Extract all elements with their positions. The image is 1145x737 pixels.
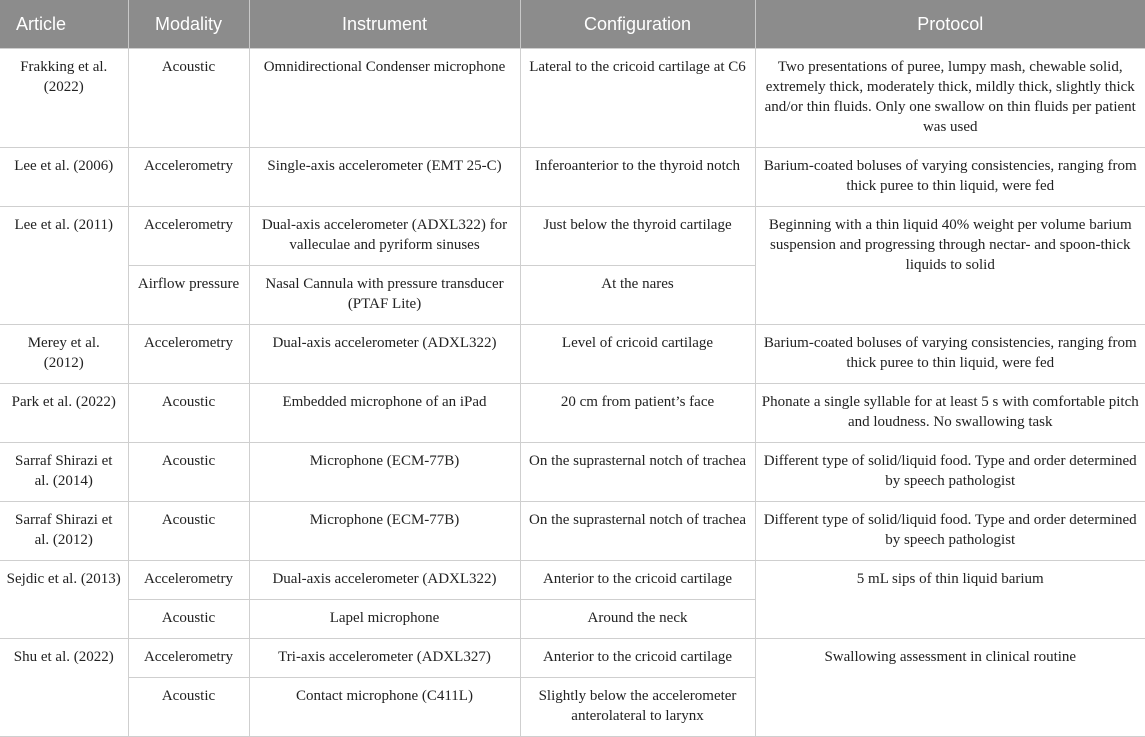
cell-modality: Acoustic	[128, 384, 249, 443]
cell-configuration: On the suprasternal notch of trachea	[520, 443, 755, 502]
cell-instrument: Dual-axis accelerometer (ADXL322) for valleculae and pyriform sinuses	[249, 207, 520, 266]
cell-configuration: Inferoanterior to the thyroid notch	[520, 148, 755, 207]
table-row	[0, 561, 1145, 600]
header-instrument: Instrument	[249, 0, 520, 49]
cell-modality: Accelerometry	[128, 207, 249, 266]
cell-configuration: Slightly below the accelerometer anterolateral to larynx	[520, 678, 755, 737]
cell-configuration: Level of cricoid cartilage	[520, 325, 755, 384]
cell-article: Lee et al. (2011)	[0, 207, 128, 325]
cell-instrument: Contact microphone (C411L)	[249, 678, 520, 737]
cell-instrument: Microphone (ECM-77B)	[249, 502, 520, 561]
cell-configuration: Lateral to the cricoid cartilage at C6	[520, 49, 755, 148]
cell-article: Shu et al. (2022)	[0, 639, 128, 737]
cell-modality: Accelerometry	[128, 148, 249, 207]
cell-modality: Acoustic	[128, 600, 249, 639]
cell-modality: Acoustic	[128, 502, 249, 561]
header-row	[0, 0, 1145, 49]
cell-configuration: Just below the thyroid cartilage	[520, 207, 755, 266]
cell-instrument: Single-axis accelerometer (EMT 25-C)	[249, 148, 520, 207]
cell-protocol: Two presentations of puree, lumpy mash, chewable solid, extremely thick, moderately thick, mildly thick, slightly thick and/or thin fluids. Only one swallow on thin fluids per patient was used	[755, 49, 1145, 148]
cell-configuration: Anterior to the cricoid cartilage	[520, 639, 755, 678]
cell-instrument: Nasal Cannula with pressure transducer (PTAF Lite)	[249, 266, 520, 325]
table-row	[0, 49, 1145, 148]
cell-article: Sarraf Shirazi et al. (2012)	[0, 502, 128, 561]
cell-instrument: Microphone (ECM-77B)	[249, 443, 520, 502]
header-protocol: Protocol	[755, 0, 1145, 49]
table-row	[0, 207, 1145, 266]
cell-modality: Accelerometry	[128, 325, 249, 384]
cell-protocol: Beginning with a thin liquid 40% weight per volume barium suspension and progressing through nectar- and spoon-thick liquids to solid	[755, 207, 1145, 325]
cell-modality: Airflow pressure	[128, 266, 249, 325]
cell-modality: Acoustic	[128, 443, 249, 502]
cell-article: Park et al. (2022)	[0, 384, 128, 443]
cell-protocol: Barium-coated boluses of varying consistencies, ranging from thick puree to thin liquid, were fed	[755, 148, 1145, 207]
cell-modality: Acoustic	[128, 678, 249, 737]
cell-modality: Accelerometry	[128, 561, 249, 600]
table-row	[0, 639, 1145, 678]
header-article: Article	[0, 0, 128, 49]
table-row	[0, 443, 1145, 502]
cell-protocol: Phonate a single syllable for at least 5 s with comfortable pitch and loudness. No swallowing task	[755, 384, 1145, 443]
cell-modality: Accelerometry	[128, 639, 249, 678]
header-modality: Modality	[128, 0, 249, 49]
cell-instrument: Embedded microphone of an iPad	[249, 384, 520, 443]
cell-protocol: Swallowing assessment in clinical routine	[755, 639, 1145, 737]
cell-article: Frakking et al. (2022)	[0, 49, 128, 148]
table-row	[0, 148, 1145, 207]
cell-configuration: Around the neck	[520, 600, 755, 639]
table-row	[0, 384, 1145, 443]
cell-configuration: At the nares	[520, 266, 755, 325]
cell-article: Sejdic et al. (2013)	[0, 561, 128, 639]
cell-modality: Acoustic	[128, 49, 249, 148]
header-configuration: Configuration	[520, 0, 755, 49]
cell-protocol: 5 mL sips of thin liquid barium	[755, 561, 1145, 639]
cell-instrument: Dual-axis accelerometer (ADXL322)	[249, 561, 520, 600]
cell-configuration: On the suprasternal notch of trachea	[520, 502, 755, 561]
cell-instrument: Omnidirectional Condenser microphone	[249, 49, 520, 148]
cell-instrument: Dual-axis accelerometer (ADXL322)	[249, 325, 520, 384]
cell-instrument: Lapel microphone	[249, 600, 520, 639]
cell-article: Merey et al. (2012)	[0, 325, 128, 384]
cell-configuration: 20 cm from patient’s face	[520, 384, 755, 443]
table-row	[0, 325, 1145, 384]
cell-article: Lee et al. (2006)	[0, 148, 128, 207]
cell-protocol: Barium-coated boluses of varying consistencies, ranging from thick puree to thin liquid, were fed	[755, 325, 1145, 384]
cell-instrument: Tri-axis accelerometer (ADXL327)	[249, 639, 520, 678]
cell-protocol: Different type of solid/liquid food. Type and order determined by speech pathologist	[755, 443, 1145, 502]
cell-configuration: Anterior to the cricoid cartilage	[520, 561, 755, 600]
cell-protocol: Different type of solid/liquid food. Type and order determined by speech pathologist	[755, 502, 1145, 561]
cell-article: Sarraf Shirazi et al. (2014)	[0, 443, 128, 502]
table-row	[0, 502, 1145, 561]
